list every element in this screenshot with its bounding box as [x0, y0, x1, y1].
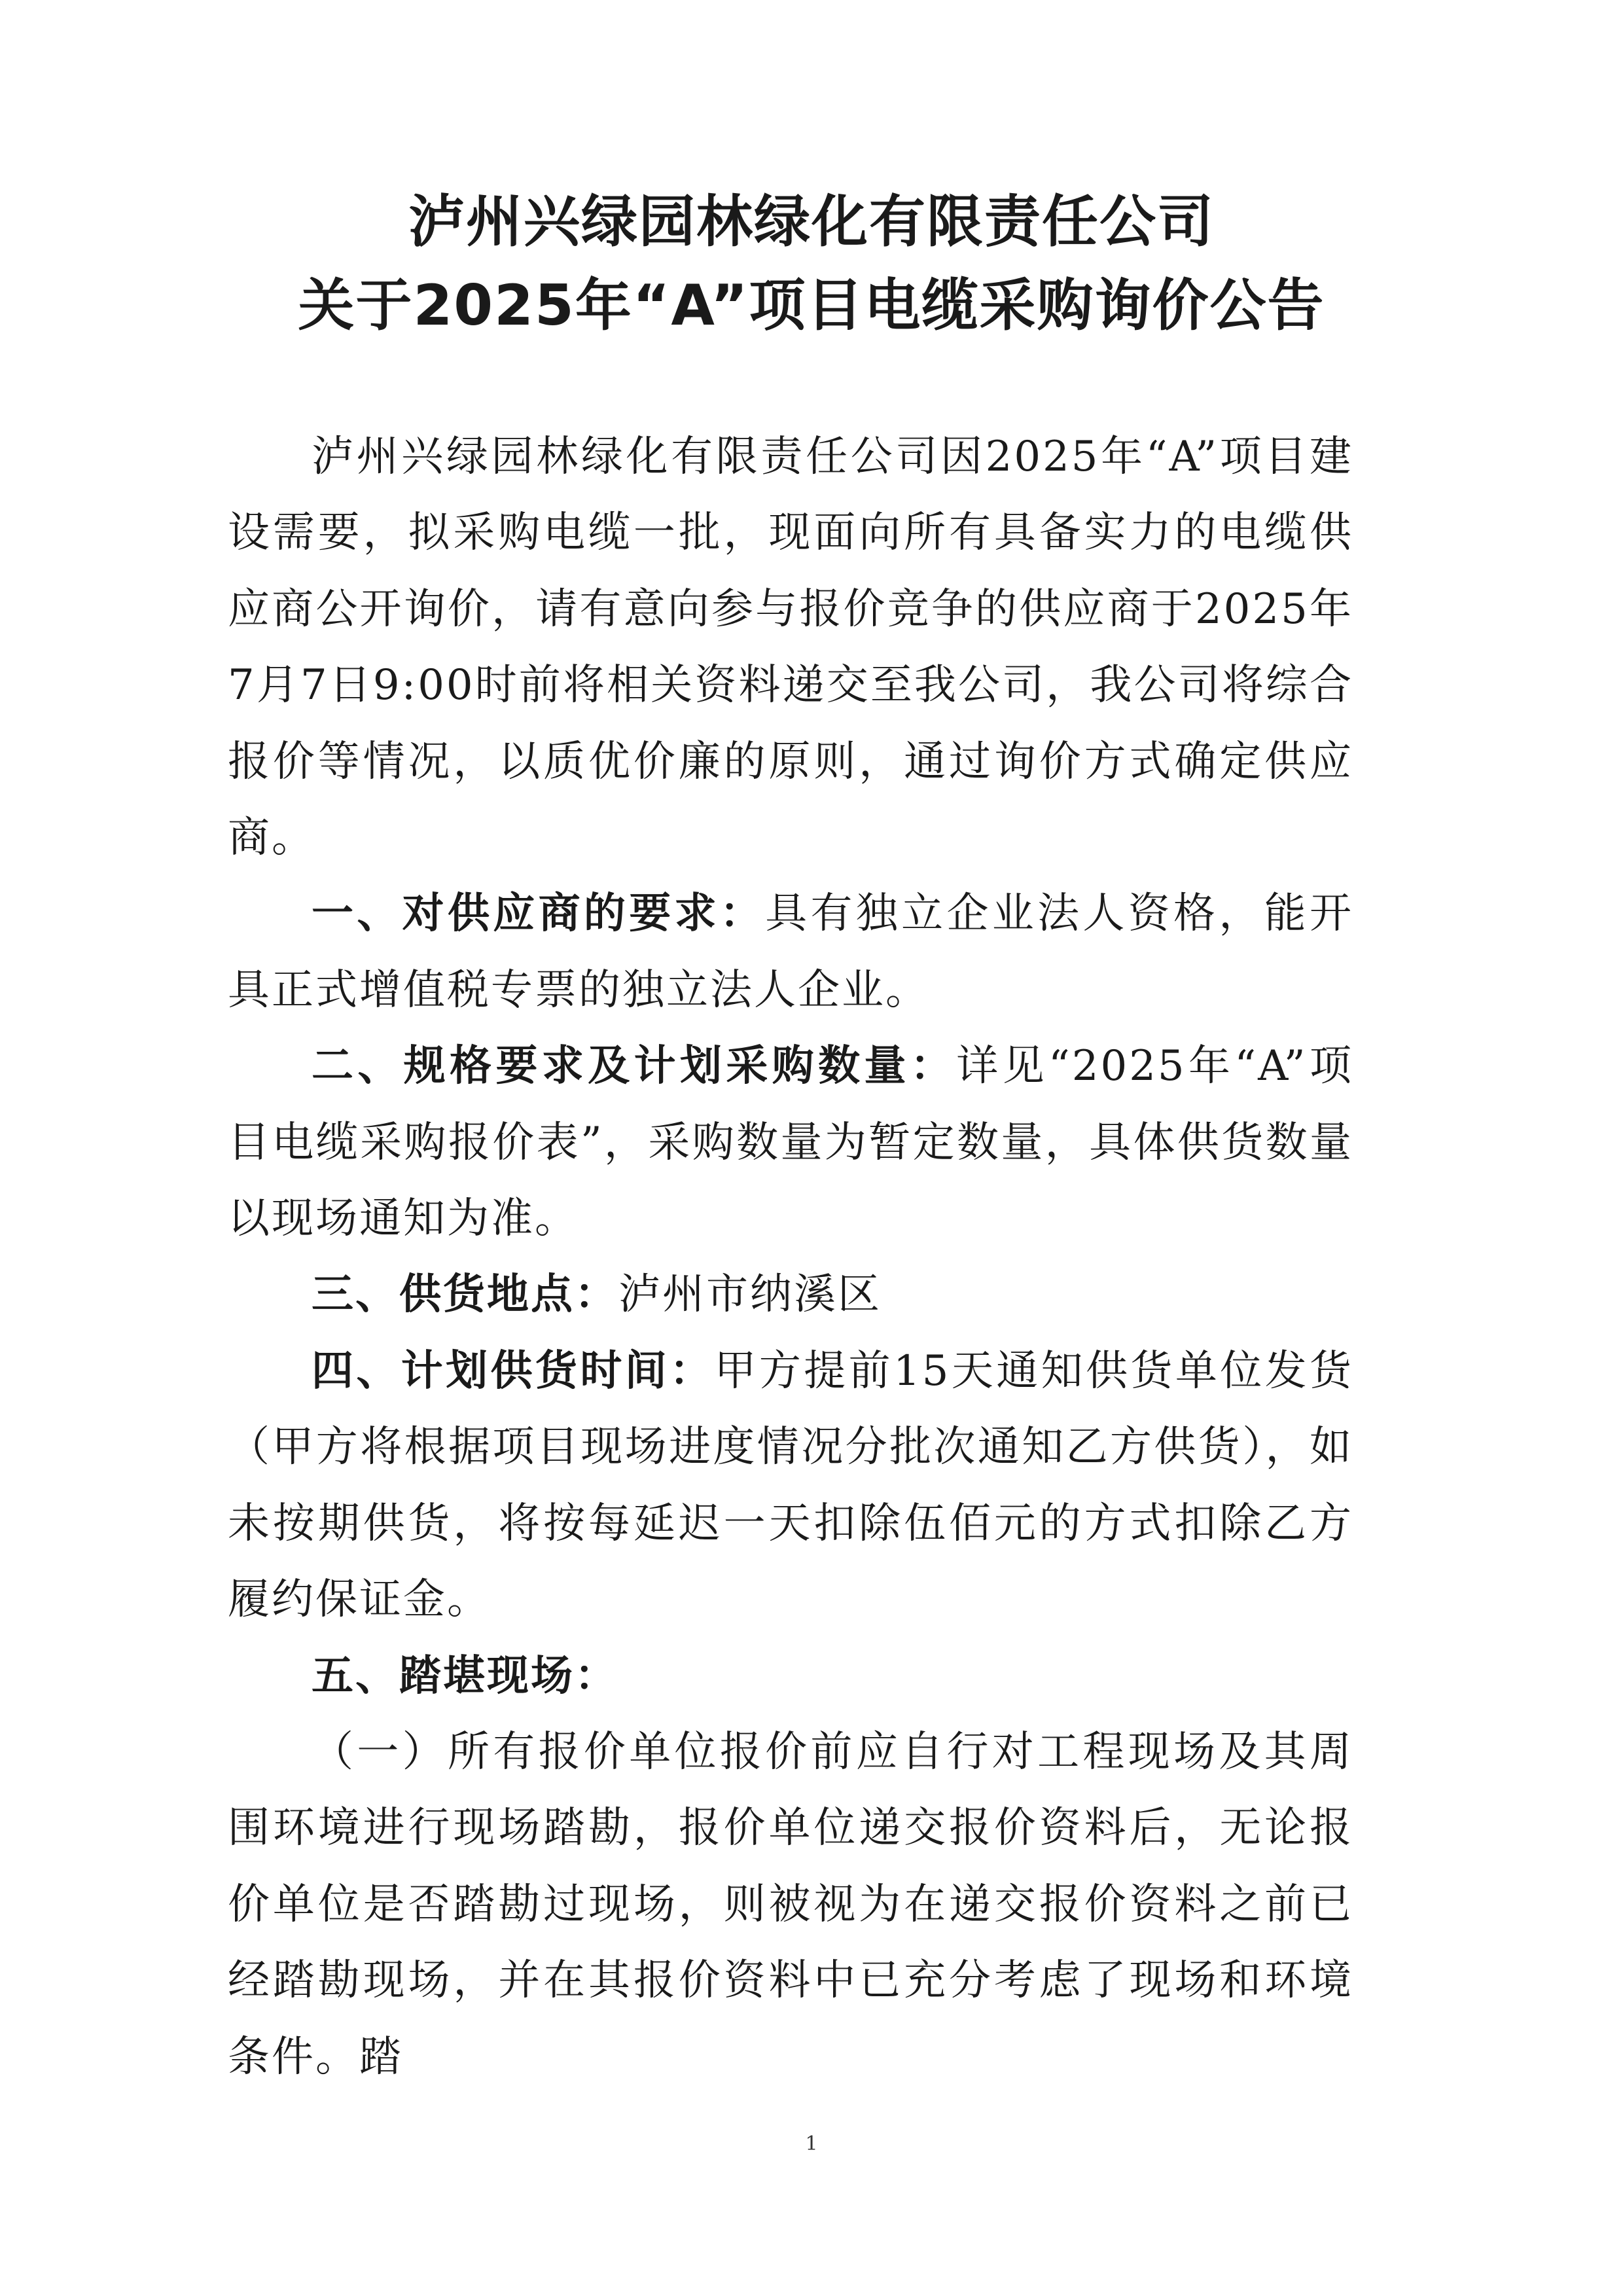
section-specifications [228, 1028, 1353, 1257]
intro-paragraph: 泸州兴绿园林绿化有限责任公司因2025年“A”项目建设需要，拟采购电缆一批，现面向所有具备实力的电缆供应商公开询价，请有意向参与报价竞争的供应商于2025年7月7日9:00时前将相关资料递交至我公司，我公司将综合报价等情况，以质优价廉的原则，通过询价方式确定供应商。 [228, 433, 1353, 863]
section-heading: 三、供货地点： [312, 1270, 618, 1319]
section-heading: 四、计划供货时间： [312, 1346, 715, 1395]
subsection-site-survey-1: （一）所有报价单位报价前应自行对工程现场及其周围环境进行现场踏勘，报价单位递交报价资料后，无论报价单位是否踏勘过现场，则被视为在递交报价资料之前已经踏勘现场，并在其报价资料中已充分考虑了现场和环境条件。踏 [228, 1727, 1353, 2081]
section-heading: 一、对供应商的要求： [312, 889, 766, 939]
section-delivery-time [228, 1333, 1353, 1638]
section-text: 甲方提前15天通知供货单位发货（甲方将根据项目现场进度情况分批次通知乙方供货），如未按期供货，将按每延迟一天扣除伍佰元的方式扣除乙方履约保证金。 [228, 1346, 1354, 1624]
document-body [228, 419, 1353, 2095]
page-number: 1 [805, 2132, 818, 2155]
section-delivery-location [228, 1257, 1353, 1333]
section-site-survey [228, 1638, 1353, 1714]
section-heading: 五、踏堪现场： [312, 1651, 618, 1700]
section-text: 详见“2025年“A”项目电缆采购报价表”，采购数量为暂定数量，具体供货数量以现场通知为准。 [228, 1042, 1354, 1244]
title-line-company: 泸州兴绿园林绿化有限责任公司 [408, 189, 1215, 255]
section-text: 具有独立企业法人资格，能开具正式增值税专票的独立法人企业。 [228, 889, 1354, 1014]
section-text: 泸州市纳溪区 [618, 1270, 882, 1319]
section-heading: 二、规格要求及计划采购数量： [312, 1042, 957, 1091]
section-supplier-requirements [228, 876, 1353, 1028]
title-line-subject: 关于2025年“A”项目电缆采购询价公告 [298, 273, 1325, 338]
document-title [131, 180, 1492, 348]
